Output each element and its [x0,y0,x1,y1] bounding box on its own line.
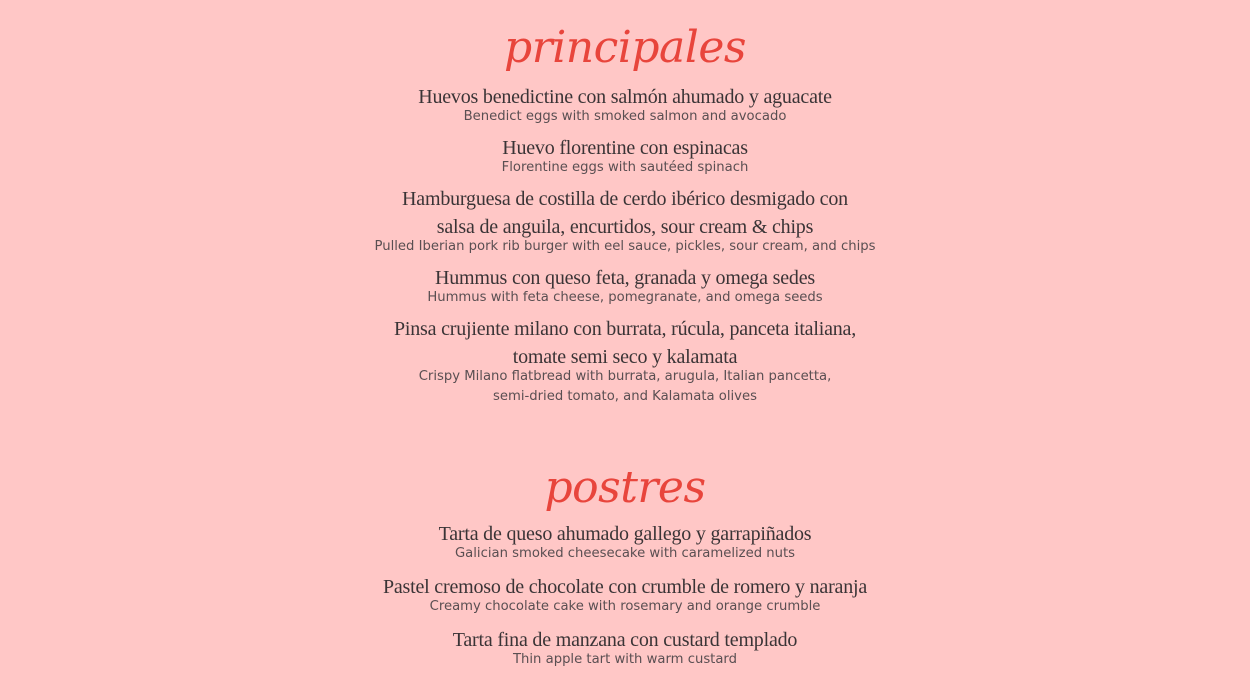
dish-item [0,264,1250,308]
dish-item [0,315,1250,407]
dish-name-line: Tarta fina de manzana con custard templado [452,629,798,651]
dish-name-line: Tarta de queso ahumado gallego y garrapiñados [438,523,812,545]
dish-description-english [0,367,1250,407]
dish-description-english [0,544,1250,564]
dish-item [0,185,1250,257]
section-title-postres: postres [544,462,706,513]
dish-name-spanish [0,185,1250,241]
dish-name-line: Huevos benedictine con salmón ahumado y aguacate [418,86,832,108]
dish-name-line: Hummus con queso feta, granada y omega sedes [435,267,815,289]
dish-description-line: Crispy Milano flatbread with burrata, arugula, Italian pancetta, [418,369,832,384]
dish-description-english [0,650,1250,670]
dish-item [0,83,1250,127]
dish-item [0,626,1250,670]
dish-item [0,134,1250,178]
dish-description-english [0,237,1250,257]
dish-name-line: salsa de anguila, encurtidos, sour cream & chips [436,216,814,238]
dish-list-principales [0,83,1250,407]
dish-description-line: Thin apple tart with warm custard [512,652,737,667]
dish-description-english [0,597,1250,617]
dish-description-line: Hummus with feta cheese, pomegranate, and omega seeds [427,290,823,305]
dish-description-line: Creamy chocolate cake with rosemary and orange crumble [429,599,821,614]
dish-name-line: Pinsa crujiente milano con burrata, rúcula, panceta italiana, [393,318,857,340]
dish-description-english [0,107,1250,127]
dish-description-english [0,158,1250,178]
dish-name-spanish [0,315,1250,371]
dish-list-postres [0,520,1250,670]
dish-name-line: Hamburguesa de costilla de cerdo ibérico desmigado con [402,188,848,210]
dish-name-line: Huevo florentine con espinacas [502,137,748,159]
dish-item [0,573,1250,617]
section-principales [0,18,1250,414]
dish-name-line: Pastel cremoso de chocolate con crumble de romero y naranja [382,576,868,598]
section-postres [0,458,1250,679]
dish-description-line: Galician smoked cheesecake with caramelized nuts [454,546,796,561]
dish-description-english [0,288,1250,308]
dish-item [0,520,1250,564]
dish-name-line: tomate semi seco y kalamata [512,346,738,368]
dish-description-line: Pulled Iberian pork rib burger with eel sauce, pickles, sour cream, and chips [374,239,876,254]
dish-description-line: Benedict eggs with smoked salmon and avocado [463,109,787,124]
dish-description-line: semi-dried tomato, and Kalamata olives [493,389,757,404]
section-title-principales: principales [504,22,746,73]
dish-description-line: Florentine eggs with sautéed spinach [501,160,749,175]
